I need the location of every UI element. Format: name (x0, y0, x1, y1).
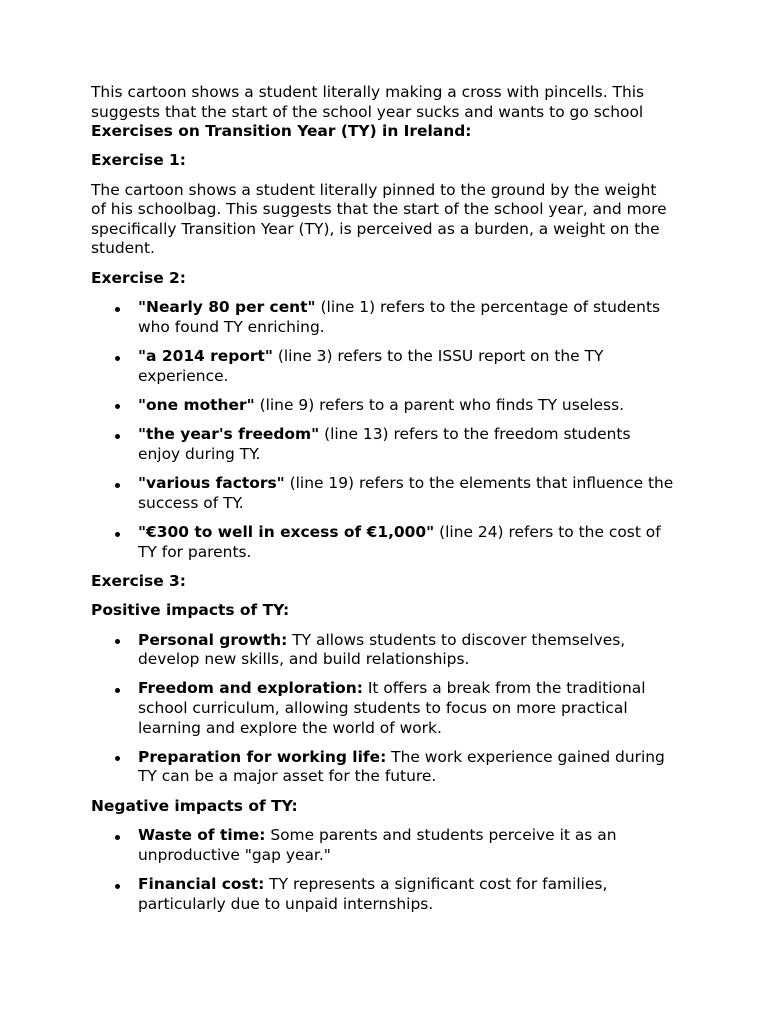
exercise-2-item (91, 523, 768, 562)
item-text-line: experience. (138, 366, 229, 385)
paragraph-line: The cartoon shows a student literally pinned to the ground by the weight (91, 180, 657, 199)
positive-impacts-list (91, 631, 768, 787)
item-term: "the year's freedom" (138, 425, 320, 444)
item-text-line: unproductive "gap year." (138, 845, 331, 864)
bullet-icon (115, 639, 120, 644)
bullet-icon (115, 688, 120, 693)
item-first-line (138, 425, 768, 445)
item-term: Freedom and exploration: (138, 679, 363, 698)
item-text: TY allows students to discover themselves, (287, 630, 626, 649)
item-text: (line 19) refers to the elements that influence the (284, 474, 674, 493)
exercise-2-heading: Exercise 2: (91, 268, 186, 287)
exercise-1-heading: Exercise 1: (91, 151, 186, 170)
item-term: "various factors" (138, 474, 285, 493)
exercise-1-heading-block (91, 151, 768, 171)
item-first-line (138, 875, 768, 895)
item-first-line (138, 748, 768, 768)
item-term: Financial cost: (138, 875, 265, 894)
item-text: The work experience gained during (386, 747, 665, 766)
item-text: (line 9) refers to a parent who finds TY useless. (254, 395, 625, 414)
exercise-1-paragraph (91, 181, 768, 259)
bullet-icon (115, 756, 120, 761)
item-first-line (138, 826, 768, 846)
item-first-line (138, 474, 768, 494)
positive-impact-item (91, 631, 768, 670)
item-text-line: particularly due to unpaid internships. (138, 894, 434, 913)
bullet-icon (115, 434, 120, 439)
item-first-line (138, 631, 768, 651)
intro-line: suggests that the start of the school year sucks and wants to go school (91, 102, 644, 121)
item-text-line: TY for parents. (138, 542, 252, 561)
paragraph-line: of his schoolbag. This suggests that the start of the school year, and more (91, 200, 667, 219)
exercise-2-item (91, 474, 768, 513)
exercise-2-list (91, 298, 768, 562)
item-term: "€300 to well in excess of €1,000" (138, 523, 435, 542)
exercise-2-item (91, 298, 768, 337)
item-text: (line 13) refers to the freedom students (319, 425, 631, 444)
positive-impacts-heading-block (91, 601, 768, 621)
item-first-line (138, 347, 768, 367)
item-first-line (138, 679, 768, 699)
item-term: Waste of time: (138, 826, 266, 845)
bullet-icon (115, 835, 120, 840)
bullet-icon (115, 307, 120, 312)
positive-impacts-heading: Positive impacts of TY: (91, 601, 290, 620)
paragraph-line: specifically Transition Year (TY), is perceived as a burden, a weight on the (91, 219, 660, 238)
exercise-2-item (91, 396, 768, 416)
document-title: Exercises on Transition Year (TY) in Ireland: (91, 122, 472, 141)
bullet-icon (115, 884, 120, 889)
bullet-icon (115, 356, 120, 361)
intro-paragraph (91, 83, 768, 142)
item-first-line (138, 298, 768, 318)
item-text: Some parents and students perceive it as an (265, 826, 617, 845)
item-term: Preparation for working life: (138, 747, 387, 766)
negative-impacts-list (91, 826, 768, 914)
item-term: "Nearly 80 per cent" (138, 298, 316, 317)
item-text-line: success of TY. (138, 493, 244, 512)
item-term: "a 2014 report" (138, 347, 273, 365)
intro-line: This cartoon shows a student literally making a cross with pincells. This (91, 83, 645, 101)
negative-impact-item (91, 826, 768, 865)
positive-impact-item (91, 679, 768, 738)
item-text: (line 3) refers to the ISSU report on the TY (272, 347, 604, 365)
item-text-line: develop new skills, and build relationships. (138, 650, 470, 669)
negative-impacts-heading: Negative impacts of TY: (91, 796, 298, 815)
item-text-line: school curriculum, allowing students to focus on more practical (138, 699, 628, 718)
item-text-line: TY can be a major asset for the future. (138, 767, 437, 786)
exercise-2-heading-block (91, 269, 768, 289)
item-text-line: learning and explore the world of work. (138, 718, 442, 737)
item-term: Personal growth: (138, 630, 288, 649)
bullet-icon (115, 483, 120, 488)
item-text: (line 1) refers to the percentage of students (315, 298, 661, 317)
item-text-line: who found TY enriching. (138, 317, 325, 336)
item-text-line: enjoy during TY. (138, 444, 261, 463)
exercise-3-heading-block (91, 572, 768, 592)
exercise-2-item (91, 347, 768, 386)
exercise-3-heading: Exercise 3: (91, 571, 186, 590)
item-text: It offers a break from the traditional (362, 679, 646, 698)
positive-impact-item (91, 748, 768, 787)
bullet-icon (115, 404, 120, 409)
paragraph-line: student. (91, 239, 155, 258)
bullet-icon (115, 532, 120, 537)
item-first-line (138, 396, 768, 416)
item-text: TY represents a significant cost for families, (264, 875, 608, 894)
negative-impact-item (91, 875, 768, 914)
exercise-2-item (91, 425, 768, 464)
item-first-line (138, 523, 768, 543)
negative-impacts-heading-block (91, 797, 768, 817)
item-term: "one mother" (138, 395, 255, 414)
item-text: (line 24) refers to the cost of (434, 523, 661, 542)
